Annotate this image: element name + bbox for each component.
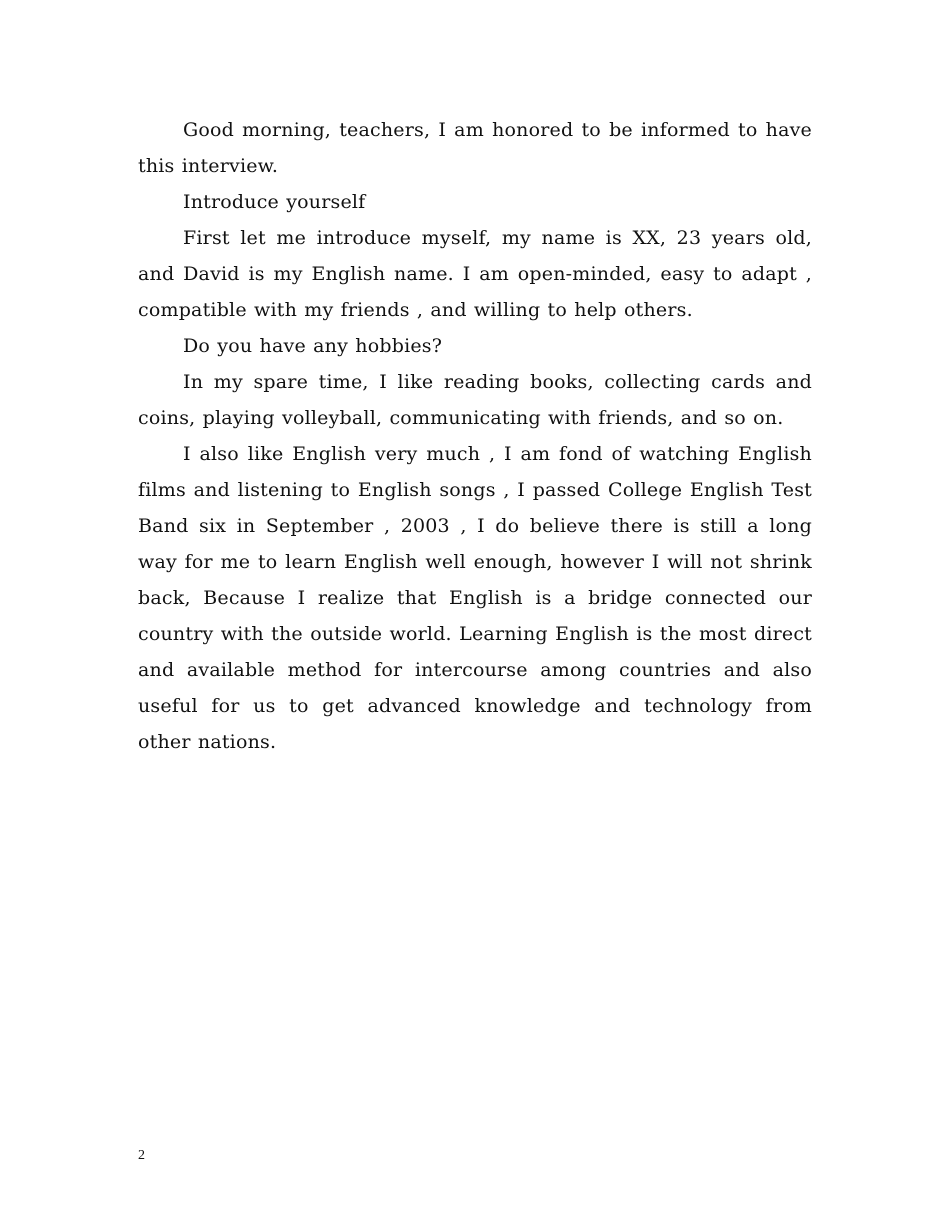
paragraph-english: I also like English very much , I am fond of watching English films and listening to English songs , I passed College English Test Band six in September , 2003 , I do believe there is still a long way for me to learn English well enough, however I will not shrink back, Because I realize that English is a bridge connected our country with the outside world. Learning English is the most direct and available method for intercourse among countries and also useful for us to get advanced knowledge and technology from other nations. <box>138 443 812 753</box>
document-body <box>138 112 812 760</box>
heading-introduce-yourself: Introduce yourself <box>183 191 366 213</box>
paragraph-greeting: Good morning, teachers, I am honored to be informed to have this interview. <box>138 119 812 177</box>
paragraph-hobbies: In my spare time, I like reading books, collecting cards and coins, playing volleyball, communicating with friends, and so on. <box>138 371 812 429</box>
paragraph-introduction: First let me introduce myself, my name is XX, 23 years old, and David is my English name. I am open-minded, easy to adapt , compatible with my friends , and willing to help others. <box>138 227 812 321</box>
heading-hobbies: Do you have any hobbies? <box>183 335 443 357</box>
page-number: 2 <box>138 1148 145 1163</box>
